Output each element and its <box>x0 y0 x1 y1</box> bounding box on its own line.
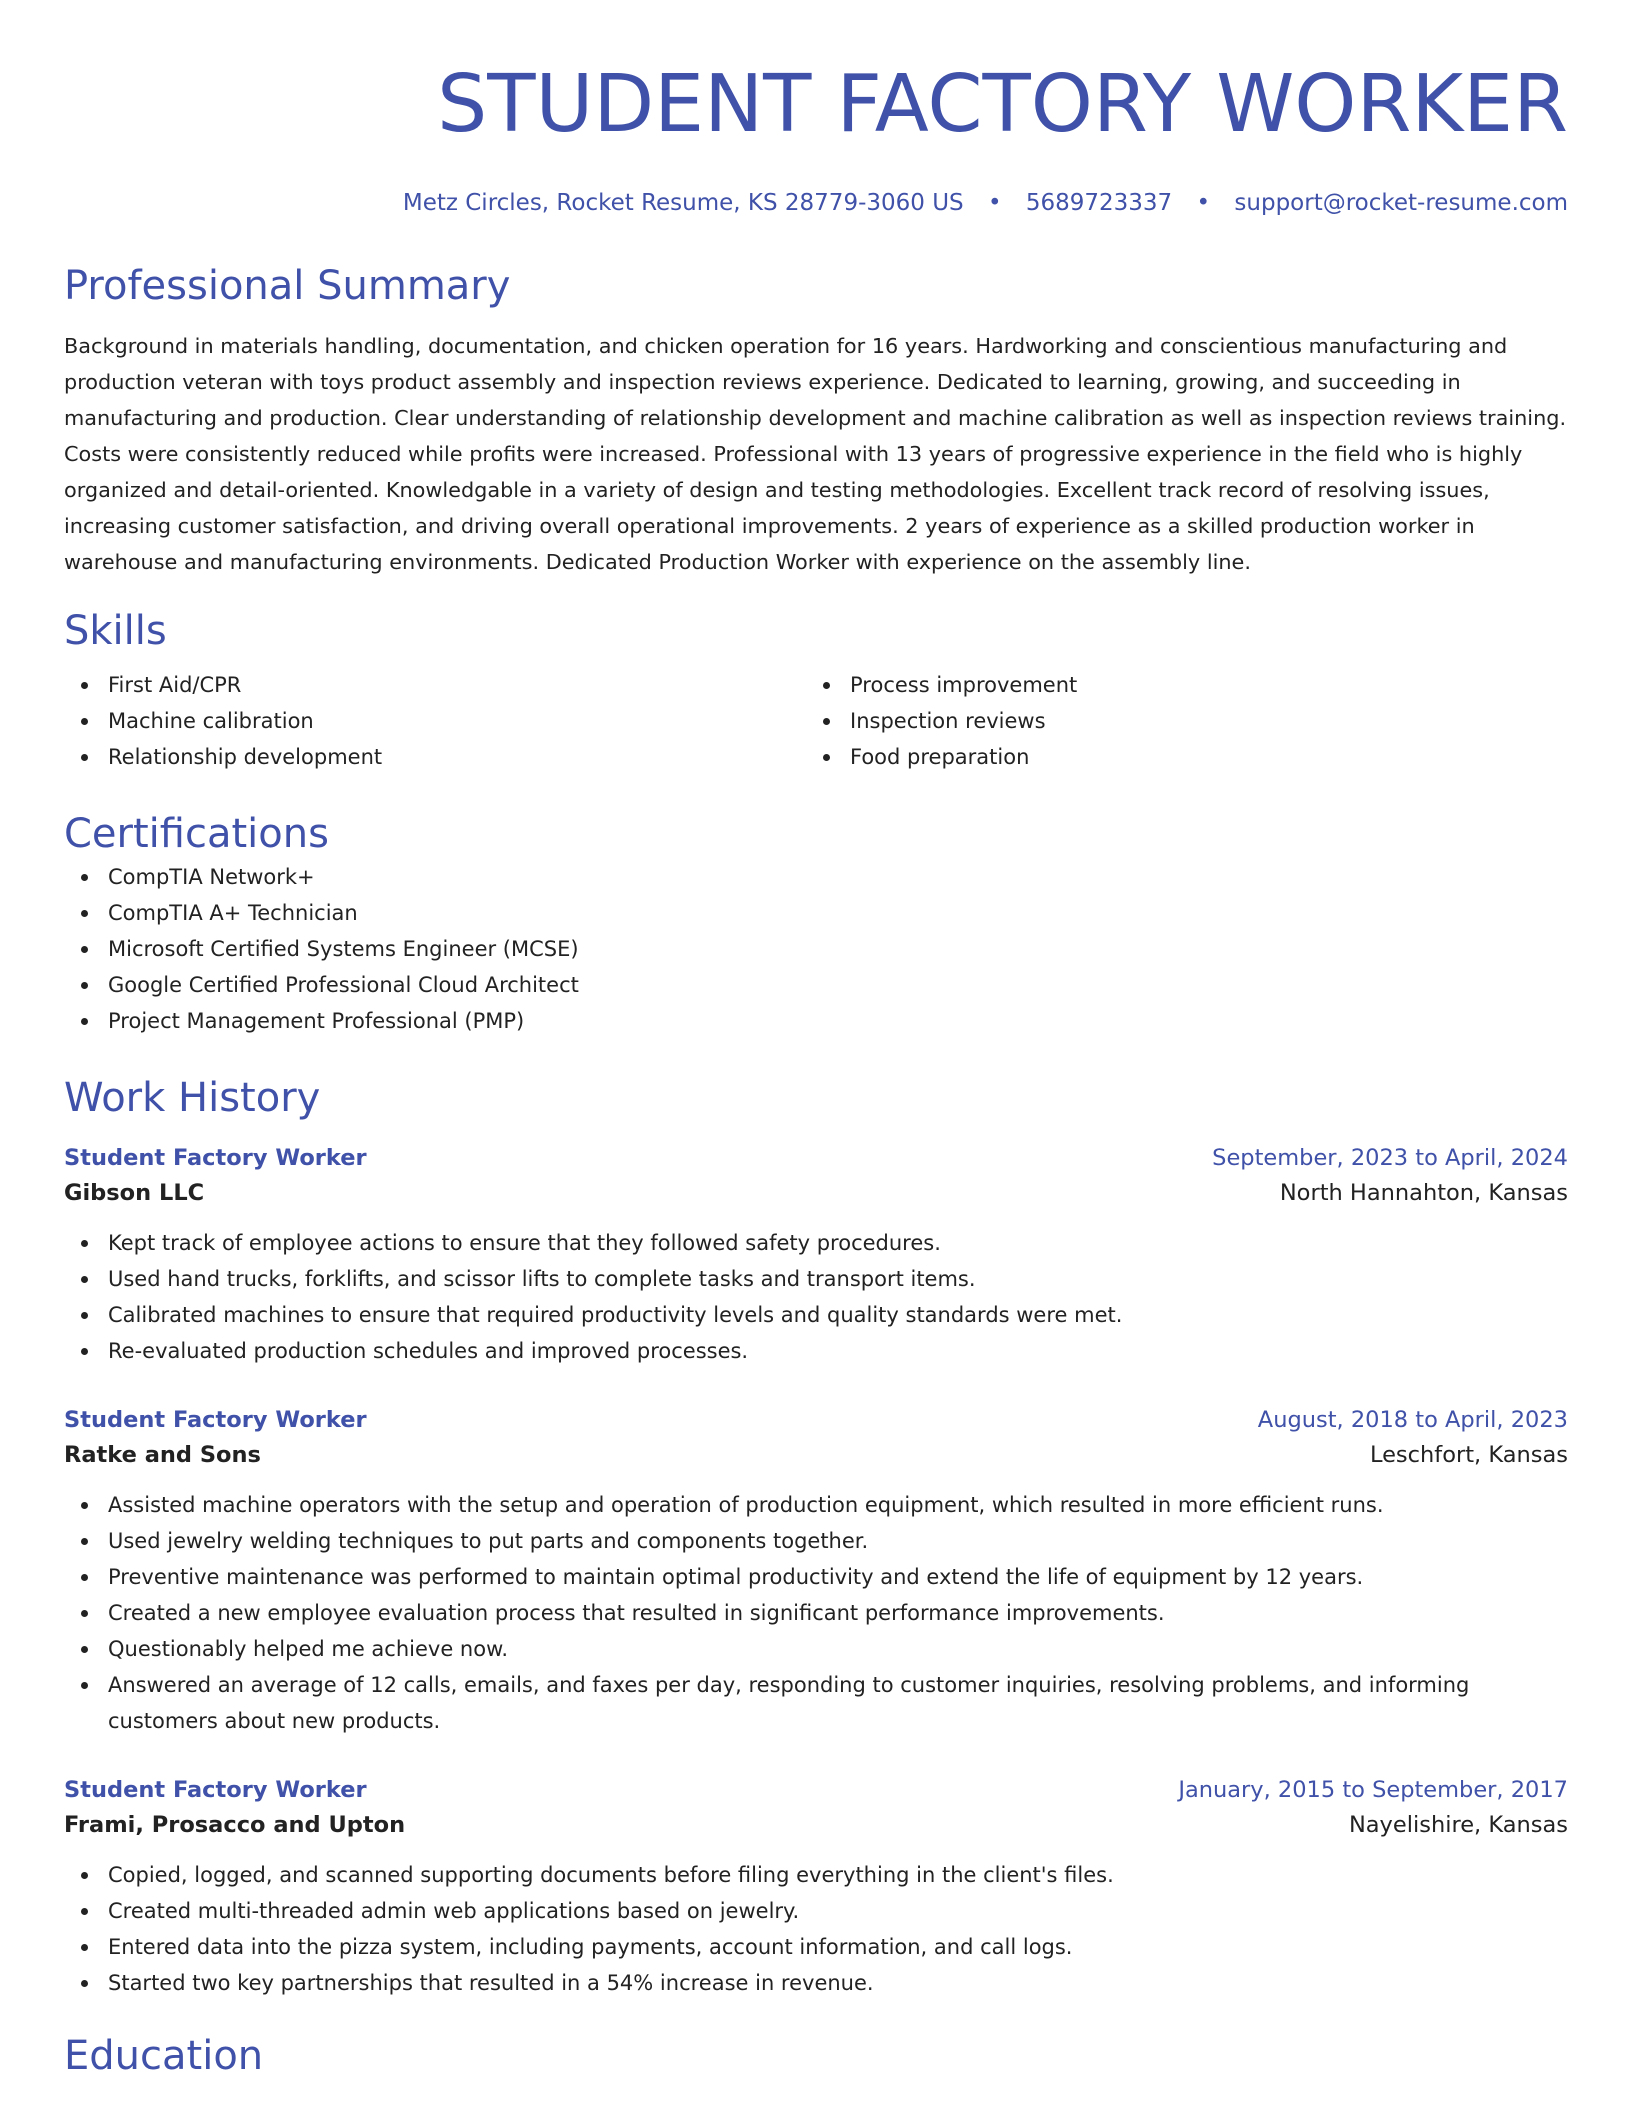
job-duty: Created a new employee evaluation process that resulted in significant performance improvements. <box>64 1595 1568 1631</box>
skills-list <box>64 667 1568 775</box>
job-duty: Assisted machine operators with the setup and operation of production equipment, which resulted in more efficient runs. <box>64 1487 1568 1523</box>
job-duty: Preventive maintenance was performed to maintain optimal productivity and extend the life of equipment by 12 years. <box>64 1559 1568 1595</box>
job-company-row <box>64 1173 1568 1213</box>
skill-item: Machine calibration <box>64 703 806 739</box>
job-entry <box>64 1143 1568 1369</box>
job-dates: September, 2023 to April, 2024 <box>1212 1145 1568 1171</box>
job-location: Nayelishire, Kansas <box>1348 1812 1568 1838</box>
job-duty: Used hand trucks, forklifts, and scissor lifts to complete tasks and transport items. <box>64 1261 1568 1297</box>
certifications-list <box>64 859 1568 1039</box>
job-company: Gibson LLC <box>64 1180 205 1206</box>
certification-item: CompTIA Network+ <box>64 859 1568 895</box>
job-duties <box>64 1857 1568 2001</box>
job-duty: Calibrated machines to ensure that required productivity levels and quality standards were met. <box>64 1297 1568 1333</box>
job-location: Leschfort, Kansas <box>1369 1442 1568 1468</box>
job-header-row <box>64 1143 1568 1173</box>
work-history-heading: Work History <box>64 1075 321 1121</box>
summary-text: Background in materials handling, documentation, and chicken operation for 16 years. Hardworking and conscientious manufacturing and production veteran with toys product assembly and inspection reviews experience. Dedicated to learning, growing, and succeeding in manufacturing and production. Clear understanding of relationship development and machine calibration as well as inspection reviews training. Costs were consistently reduced while profits were increased. Professional with 13 years of progressive experience in the field who is highly organized and detail-oriented. Knowledgable in a variety of design and testing methodologies. Excellent track record of resolving issues, increasing customer satisfaction, and driving overall operational improvements. 2 years of experience as a skilled production worker in warehouse and manufacturing environments. Dedicated Production Worker with experience on the assembly line. <box>64 334 1567 574</box>
job-header-row <box>64 1405 1568 1435</box>
job-duties <box>64 1225 1568 1369</box>
certifications-heading: Certifications <box>64 811 329 857</box>
job-duty: Answered an average of 12 calls, emails, and faxes per day, responding to customer inquiries, resolving problems, and informing customers about new products. <box>64 1667 1568 1739</box>
skill-item: Process improvement <box>806 667 1548 703</box>
job-company: Frami, Prosacco and Upton <box>64 1812 406 1838</box>
job-duty: Copied, logged, and scanned supporting documents before filing everything in the client's files. <box>64 1857 1568 1893</box>
job-title: Student Factory Worker <box>64 1407 367 1433</box>
job-title: Student Factory Worker <box>64 1145 367 1171</box>
job-duty: Started two key partnerships that resulted in a 54% increase in revenue. <box>64 1965 1568 2001</box>
job-duty: Used jewelry welding techniques to put parts and components together. <box>64 1523 1568 1559</box>
skills-column-left <box>64 667 806 775</box>
job-duty: Entered data into the pizza system, including payments, account information, and call logs. <box>64 1929 1568 1965</box>
skill-item: Food preparation <box>806 739 1548 775</box>
candidate-name: STUDENT FACTORY WORKER <box>437 58 1568 150</box>
certification-item: Google Certified Professional Cloud Architect <box>64 967 1568 1003</box>
contact-phone: 5689723337 <box>1025 190 1173 216</box>
contact-address: Metz Circles, Rocket Resume, KS 28779-3060 US <box>402 190 964 216</box>
job-company-row <box>64 1805 1568 1845</box>
skill-item: First Aid/CPR <box>64 667 806 703</box>
contact-email: support@rocket-resume.com <box>1234 190 1568 216</box>
job-duties <box>64 1487 1568 1739</box>
job-duty: Questionably helped me achieve now. <box>64 1631 1568 1667</box>
skills-heading: Skills <box>64 608 167 654</box>
summary-heading: Professional Summary <box>64 263 511 309</box>
job-dates: January, 2015 to September, 2017 <box>1178 1777 1568 1803</box>
job-title: Student Factory Worker <box>64 1777 367 1803</box>
skill-item: Relationship development <box>64 739 806 775</box>
job-duty: Created multi-threaded admin web applications based on jewelry. <box>64 1893 1568 1929</box>
certification-item: Project Management Professional (PMP) <box>64 1003 1568 1039</box>
job-entry <box>64 1775 1568 2001</box>
job-location: North Hannahton, Kansas <box>1279 1180 1568 1206</box>
contact-separator: • <box>1196 190 1211 216</box>
job-dates: August, 2018 to April, 2023 <box>1257 1407 1568 1433</box>
skills-column-right <box>806 667 1548 775</box>
job-header-row <box>64 1775 1568 1805</box>
resume-page <box>64 0 1568 2081</box>
job-company: Ratke and Sons <box>64 1442 261 1468</box>
contact-line <box>64 188 1568 218</box>
job-duty: Kept track of employee actions to ensure that they followed safety procedures. <box>64 1225 1568 1261</box>
skill-item: Inspection reviews <box>806 703 1548 739</box>
certification-item: CompTIA A+ Technician <box>64 895 1568 931</box>
job-duty: Re-evaluated production schedules and improved processes. <box>64 1333 1568 1369</box>
contact-separator: • <box>987 190 1002 216</box>
job-company-row <box>64 1435 1568 1475</box>
certification-item: Microsoft Certified Systems Engineer (MCSE) <box>64 931 1568 967</box>
education-heading: Education <box>64 2033 264 2079</box>
job-entry <box>64 1405 1568 1739</box>
